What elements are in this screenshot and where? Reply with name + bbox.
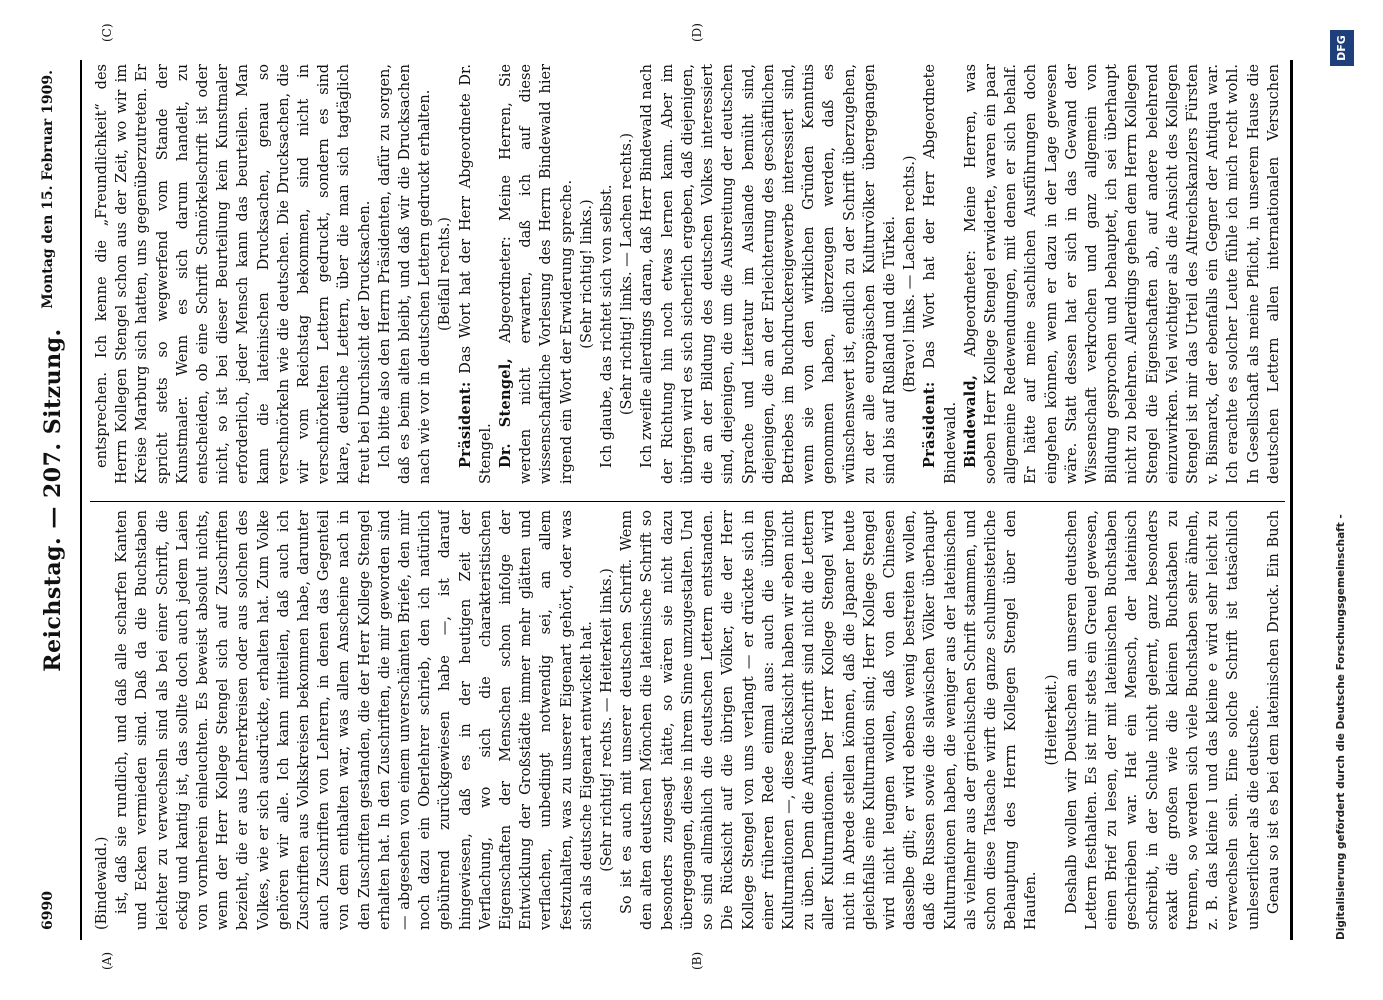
margin-marker-d: (D) [690, 23, 704, 42]
right_column-paragraph: Ich zweifle allerdings daran, daß Herr Bindewald nach der Richtung hin noch etwas lernen kann. Aber im übrigen wird es sich sicherlich ergeben, daß diejenigen, die an der Bildung des deutschen Volkes interessiert sind, diejenigen, die um die Ausbreitung der deutschen Sprache und Literatur im Auslande bemüht sind, diejenigen, die an der Erleichterung des geschäftlichen Betriebes im Buchdruckereigewerbe interessiert sind, wenn sie von den wirklichen Gründen Kenntnis genommen haben, überzeugen werden, daß es wünschenswert ist, endlich zu der Schrift überzugehen, zu der alle europäischen Kulturvölker übergegangen sind bis auf Rußland und die Türkei. [639, 64, 898, 484]
header-rule [80, 60, 82, 940]
speaker-name: Präsident: [921, 381, 939, 468]
right_column-paragraph [496, 64, 577, 484]
speaker-name: Dr. Stengel, [497, 358, 515, 468]
left_column-paragraph: Deshalb wollen wir Deutschen an unseren deutschen Lettern festhalten. Es ist mir stets ein Greuel gewesen, einen Brief zu lesen, der mit lateinischen Buchstaben geschrieben war. Hat ein Mensch, der lateinisch schreibt, in der Schule nicht gelernt, ganz besonders exakt die großen wie die kleinen Buchstaben zu trennen, so werden sich viele Buchstaben sehr ähneln, z. B. das kleine l und das kleine e wird sehr leicht zu verwechseln sein. Eine solche Schrift ist tatsächlich unleserlicher als die deutsche. [1063, 510, 1262, 930]
right_column-paragraph: Ich glaube, das richtet sich von selbst. [599, 184, 616, 468]
footer-rule [1290, 60, 1293, 940]
left_column-paragraph: (Heiterkeit.) [1043, 674, 1060, 766]
speaker-name: Bindewald, [961, 374, 979, 468]
right_column-paragraph: Ich bitte also den Herrn Präsidenten, dafür zu sorgen, daß es beim alten bleibt, und daß wir die Drucksachen nach wie vor in deutschen Lettern gedruckt erhalten. [376, 64, 434, 484]
right_column-paragraph: (Sehr richtig! links.) [578, 199, 595, 349]
left-column [92, 510, 1282, 930]
page-number: 6990 [40, 891, 56, 930]
page-date: Montag den 15. Februar 1909. [40, 70, 56, 309]
margin-marker-c: (C) [100, 23, 114, 42]
right_column-paragraph [961, 64, 1282, 484]
margin-marker-b: (B) [690, 951, 704, 970]
right_column-paragraph: (Beifall rechts.) [437, 217, 454, 331]
right_column-paragraph: (Sehr richtig! links. — Lachen rechts.) [619, 132, 636, 416]
right-column [92, 64, 1282, 484]
digitization-credit: Digitalisierung gefördert durch die Deutsche Forschungsgemeinschaft - [1335, 514, 1347, 940]
column-divider [90, 501, 1285, 502]
speech-text: Das Wort hat der Herr Abgeordnete Dr. Stengel. [457, 64, 494, 484]
margin-marker-a: (A) [100, 951, 114, 970]
left_column-paragraph: (Sehr richtig! rechts. — Heiterkeit links.) [599, 568, 616, 872]
page-title: Reichstag. — 207. Sitzung. [40, 328, 66, 672]
left_column-paragraph: ist, daß sie rundlich, und daß alle scharfen Kanten und Ecken vermieden sind. Daß da die Buchstaben leichter zu verwechseln sind als bei einer Schrift, die eckig und kantig ist, das sollte doch auch jedem Laien von vornherein einleuchten. Es beweist absolut nichts, wenn der Herr Kollege Stengel sich auf Zuschriften bezieht, die er aus Lehrerkreisen oder aus solchen des Volkes, wie er sich ausdrückte, erhalten hat. Zum Volke gehören wir alle. Ich kann mitteilen, daß auch ich Zuschriften aus Volkskreisen bekommen habe, darunter auch Zuschriften von Lehrern, in denen das Gegenteil von dem enthalten war, was allem Anscheine nach in den Zuschriften gestanden, die der Herr Kollege Stengel erhalten hat. In den Zuschriften, die mir geworden sind — abgesehen von einem unverschämten Briefe, den mir noch dazu ein Oberlehrer schrieb, den ich natürlich gebührend zurückgewiesen habe —, ist darauf hingewiesen, daß es in der heutigen Zeit der Verflachung, wo sich die charakteristischen Eigenschaften der Menschen schon infolge der Entwicklung der Großstädte immer mehr glätten und verflachen, unbedingt notwendig sei, an allem festzuhalten, was zu unserer Eigenart gehört, oder was sich als deutsche Eigenart entwickelt hat. [114, 510, 595, 930]
speaker-name: Präsident: [456, 381, 474, 468]
right_column-paragraph: entsprechen. Ich kenne die „Freundlichkeit“ des Herrn Kollegen Stengel schon aus der Zeit, wo wir im Kreise Marburg sich hatten, uns gegenüberzutreten. Er spricht stets so wegwerfend vom Stande der Kunstmaler. Wenn es sich darum handelt, zu entscheiden, ob eine Schrift Schnörkelschrift ist oder nicht, so ist bei dieser Beurteilung kein Kunstmaler erforderlich, jeder Mensch kann das beurteilen. Man kann die lateinischen Drucksachen, genau so verschnörkeln wie die deutschen. Die Drucksachen, die wir vom Reichstag bekommen, sind nicht in verschnörkelten Lettern gedruckt, sondern es sind klare, deutliche Lettern, über die man sich tagtäglich freut bei Durchsicht der Drucksachen. [94, 64, 373, 484]
speech-text: Abgeordneter: Meine Herren, was soeben Herr Kollege Stengel erwiderte, waren ein paar allgemeine Redewendungen, mit denen er sich behalf. Er hätte auf meine sachlichen Ausführungen doch eingehen können, wenn er dazu in der Lage gewesen wäre. Statt dessen hat er sich in das Gewand der Wissenschaft verkrochen und ganz allgemein von Bildung gesprochen und behauptet, ich sei überhaupt nicht zu belehren. Allerdings gehen dem Herrn Kollegen Stengel die Eigenschaften ab, auf andere belehrend einzuwirken. Viel wichtiger als die Ansicht des Kollegen Stengel ist mir das Urteil des Altreichskanzlers Fürsten v. Bismarck, der ebenfalls ein Gegner der Antiqua war. Ich erachte es solcher Leute fühle ich mich recht wohl. In Gesellschaft als meine Pflicht, in unserem Hause die deutschen Lettern allen internationalen Versuchen [962, 64, 1282, 484]
right_column-paragraph [456, 64, 496, 484]
right_column-paragraph [920, 64, 960, 484]
left_column-paragraph: (Bindewald.) [94, 836, 110, 930]
speech-text: Das Wort hat der Herr Abgeordnete Bindewald. [922, 64, 959, 484]
right_column-paragraph: (Bravo! links. — Lachen rechts.) [902, 155, 919, 393]
left_column-paragraph: So ist es auch mit unserer deutschen Schrift. Wenn den alten deutschen Mönchen die lateinische Schrift so besonders zugesagt hätte, so wären sie nicht dazu übergegangen, diese in ihrem Sinne umzugestalten. Und so sind allmählich die deutschen Lettern entstanden. Die Rücksicht auf die übrigen Völker, die der Herr Kollege Stengel von uns verlangt — er drückte sich in einer früheren Rede einmal aus: auch die übrigen Kulturnationen —, diese Rücksicht haben wir eben nicht zu üben. Denn die Antiquaschrift sind nicht die Lettern aller Kulturnationen. Der Herr Kollege Stengel wird nicht in Abrede stellen können, daß die Japaner heute gleichfalls eine Kulturnation sind; Herr Kollege Stengel wird nicht leugnen wollen, daß von den Chinesen dasselbe gilt; er wird ebenso wenig bestreiten wollen, daß die Russen sowie die slawischen Völker überhaupt Kulturnationen haben, die weniger aus der lateinischen als vielmehr aus der griechischen Schrift stammen, und schon diese Tatsache wirft die ganze schulmeisterliche Behauptung des Herrn Kollegen Stengel über den Haufen. [619, 510, 1040, 930]
left_column-paragraph: Genau so ist es bei dem lateinischen Druck. Ein Buch [1265, 510, 1282, 914]
dfg-logo: DFG [1330, 30, 1354, 66]
speech-text: Abgeordneter: Meine Herren, Sie werden nicht erwarten, daß ich auf diese wissenschaftliche Vorlesung des Herrn Bindewald hier irgend ein Wort der Erwiderung spreche. [498, 64, 575, 484]
